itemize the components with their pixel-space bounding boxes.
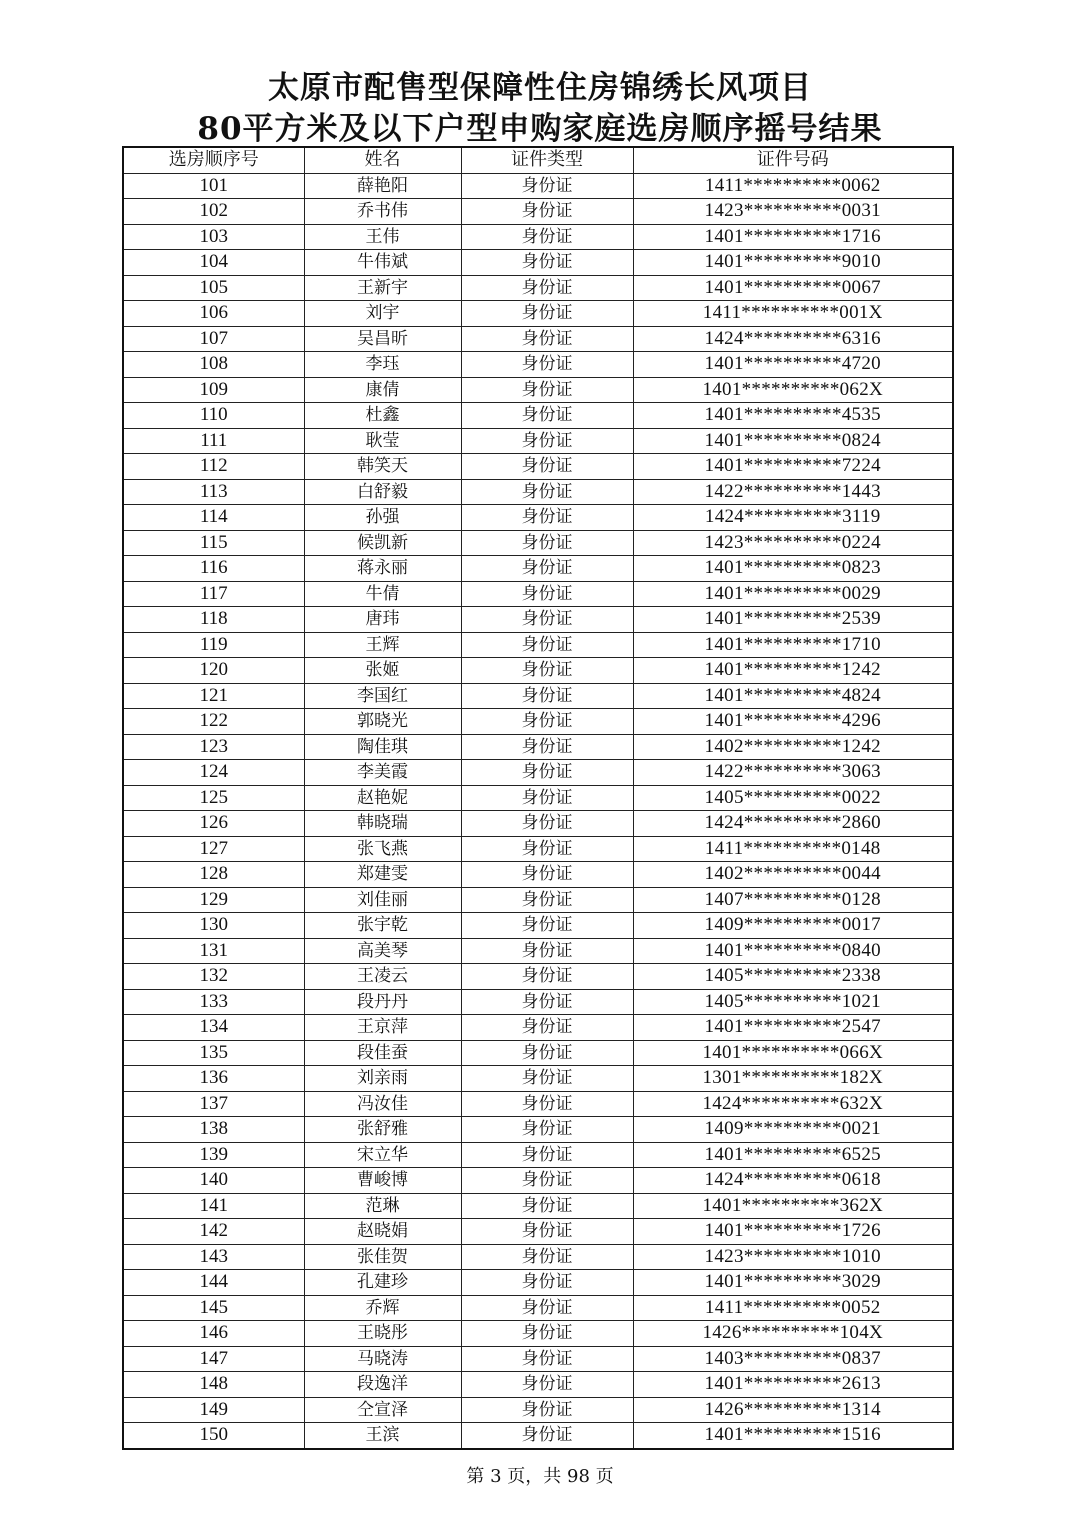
cell-id-type: 身份证 <box>461 428 633 454</box>
cell-id-type: 身份证 <box>461 1244 633 1270</box>
table-row <box>123 1193 953 1219</box>
cell-id-number: 1424**********3119 <box>633 505 953 531</box>
cell-id-number: 1409**********0017 <box>633 913 953 939</box>
cell-order-number: 102 <box>123 199 304 225</box>
table-row <box>123 250 953 276</box>
cell-order-number: 130 <box>123 913 304 939</box>
table-row <box>123 1372 953 1398</box>
cell-name: 吴昌昕 <box>304 326 461 352</box>
cell-id-number: 1405**********1021 <box>633 989 953 1015</box>
cell-id-number: 1402**********0044 <box>633 862 953 888</box>
table-row <box>123 326 953 352</box>
cell-name: 高美琴 <box>304 938 461 964</box>
cell-name: 韩笑天 <box>304 454 461 480</box>
cell-name: 张飞燕 <box>304 836 461 862</box>
header-id-type: 证件类型 <box>461 147 633 173</box>
cell-id-number: 1402**********1242 <box>633 734 953 760</box>
cell-order-number: 128 <box>123 862 304 888</box>
cell-name: 张舒雅 <box>304 1117 461 1143</box>
table-row <box>123 301 953 327</box>
cell-id-type: 身份证 <box>461 683 633 709</box>
cell-order-number: 122 <box>123 709 304 735</box>
table-row <box>123 581 953 607</box>
cell-name: 赵晓娟 <box>304 1219 461 1245</box>
cell-id-number: 1401**********6525 <box>633 1142 953 1168</box>
cell-order-number: 126 <box>123 811 304 837</box>
cell-id-number: 1426**********104X <box>633 1321 953 1347</box>
cell-id-type: 身份证 <box>461 199 633 225</box>
table-row <box>123 862 953 888</box>
table-row <box>123 173 953 199</box>
table-row <box>123 530 953 556</box>
cell-order-number: 105 <box>123 275 304 301</box>
cell-id-type: 身份证 <box>461 811 633 837</box>
table-row <box>123 683 953 709</box>
table-row <box>123 1040 953 1066</box>
cell-name: 李国红 <box>304 683 461 709</box>
cell-id-number: 1401**********066X <box>633 1040 953 1066</box>
cell-order-number: 133 <box>123 989 304 1015</box>
cell-order-number: 108 <box>123 352 304 378</box>
cell-id-type: 身份证 <box>461 1142 633 1168</box>
cell-order-number: 125 <box>123 785 304 811</box>
cell-id-number: 1422**********1443 <box>633 479 953 505</box>
header-id-number: 证件号码 <box>633 147 953 173</box>
cell-order-number: 140 <box>123 1168 304 1194</box>
cell-name: 张姬 <box>304 658 461 684</box>
cell-name: 唐玮 <box>304 607 461 633</box>
cell-name: 刘佳丽 <box>304 887 461 913</box>
cell-id-type: 身份证 <box>461 275 633 301</box>
cell-id-number: 1422**********3063 <box>633 760 953 786</box>
cell-order-number: 106 <box>123 301 304 327</box>
cell-order-number: 129 <box>123 887 304 913</box>
table-row <box>123 1295 953 1321</box>
cell-id-type: 身份证 <box>461 1193 633 1219</box>
table-row <box>123 479 953 505</box>
cell-id-number: 1401**********0823 <box>633 556 953 582</box>
table-row <box>123 377 953 403</box>
table-row <box>123 224 953 250</box>
cell-order-number: 134 <box>123 1015 304 1041</box>
cell-id-number: 1423**********1010 <box>633 1244 953 1270</box>
cell-id-type: 身份证 <box>461 862 633 888</box>
table-row <box>123 199 953 225</box>
cell-name: 陶佳琪 <box>304 734 461 760</box>
cell-name: 王晓彤 <box>304 1321 461 1347</box>
cell-name: 郭晓光 <box>304 709 461 735</box>
table-row <box>123 734 953 760</box>
cell-name: 薛艳阳 <box>304 173 461 199</box>
table-row <box>123 1066 953 1092</box>
cell-name: 候凯新 <box>304 530 461 556</box>
cell-name: 张宇乾 <box>304 913 461 939</box>
cell-name: 王伟 <box>304 224 461 250</box>
cell-order-number: 146 <box>123 1321 304 1347</box>
cell-order-number: 123 <box>123 734 304 760</box>
cell-id-number: 1301**********182X <box>633 1066 953 1092</box>
cell-name: 孙强 <box>304 505 461 531</box>
cell-name: 白舒毅 <box>304 479 461 505</box>
cell-id-number: 1401**********0840 <box>633 938 953 964</box>
cell-order-number: 139 <box>123 1142 304 1168</box>
cell-name: 乔书伟 <box>304 199 461 225</box>
cell-order-number: 138 <box>123 1117 304 1143</box>
cell-id-type: 身份证 <box>461 224 633 250</box>
cell-order-number: 148 <box>123 1372 304 1398</box>
cell-order-number: 111 <box>123 428 304 454</box>
cell-order-number: 104 <box>123 250 304 276</box>
cell-id-type: 身份证 <box>461 887 633 913</box>
cell-id-type: 身份证 <box>461 479 633 505</box>
table-row <box>123 836 953 862</box>
cell-order-number: 101 <box>123 173 304 199</box>
cell-id-type: 身份证 <box>461 403 633 429</box>
cell-id-number: 1411**********001X <box>633 301 953 327</box>
cell-name: 张佳贺 <box>304 1244 461 1270</box>
table-row <box>123 607 953 633</box>
cell-name: 杜鑫 <box>304 403 461 429</box>
cell-name: 郑建雯 <box>304 862 461 888</box>
cell-name: 范琳 <box>304 1193 461 1219</box>
cell-name: 刘宇 <box>304 301 461 327</box>
cell-id-type: 身份证 <box>461 785 633 811</box>
cell-id-type: 身份证 <box>461 1321 633 1347</box>
cell-id-number: 1401**********1710 <box>633 632 953 658</box>
cell-id-type: 身份证 <box>461 709 633 735</box>
cell-id-type: 身份证 <box>461 836 633 862</box>
lottery-result-table <box>122 146 954 1450</box>
cell-id-number: 1405**********2338 <box>633 964 953 990</box>
cell-name: 王凌云 <box>304 964 461 990</box>
cell-id-number: 1401**********4720 <box>633 352 953 378</box>
cell-order-number: 118 <box>123 607 304 633</box>
cell-id-type: 身份证 <box>461 352 633 378</box>
cell-order-number: 144 <box>123 1270 304 1296</box>
cell-order-number: 114 <box>123 505 304 531</box>
cell-id-type: 身份证 <box>461 173 633 199</box>
cell-id-type: 身份证 <box>461 607 633 633</box>
cell-id-number: 1424**********632X <box>633 1091 953 1117</box>
table-row <box>123 352 953 378</box>
cell-id-number: 1426**********1314 <box>633 1397 953 1423</box>
cell-order-number: 116 <box>123 556 304 582</box>
table-row <box>123 1091 953 1117</box>
cell-id-number: 1401**********4824 <box>633 683 953 709</box>
cell-id-number: 1401**********9010 <box>633 250 953 276</box>
cell-id-type: 身份证 <box>461 530 633 556</box>
cell-id-type: 身份证 <box>461 658 633 684</box>
cell-id-type: 身份证 <box>461 1168 633 1194</box>
cell-id-type: 身份证 <box>461 1066 633 1092</box>
table-row <box>123 1117 953 1143</box>
table-row <box>123 505 953 531</box>
cell-name: 段丹丹 <box>304 989 461 1015</box>
cell-id-type: 身份证 <box>461 1423 633 1449</box>
cell-order-number: 136 <box>123 1066 304 1092</box>
cell-id-number: 1405**********0022 <box>633 785 953 811</box>
cell-order-number: 110 <box>123 403 304 429</box>
cell-id-type: 身份证 <box>461 760 633 786</box>
cell-order-number: 137 <box>123 1091 304 1117</box>
cell-id-number: 1401**********2539 <box>633 607 953 633</box>
cell-order-number: 131 <box>123 938 304 964</box>
cell-name: 王京萍 <box>304 1015 461 1041</box>
table-row <box>123 454 953 480</box>
cell-id-number: 1401**********2547 <box>633 1015 953 1041</box>
cell-name: 段佳蚕 <box>304 1040 461 1066</box>
cell-order-number: 142 <box>123 1219 304 1245</box>
cell-name: 王滨 <box>304 1423 461 1449</box>
table-row <box>123 1142 953 1168</box>
cell-id-type: 身份证 <box>461 632 633 658</box>
table-row <box>123 428 953 454</box>
cell-order-number: 107 <box>123 326 304 352</box>
table-row <box>123 556 953 582</box>
cell-order-number: 132 <box>123 964 304 990</box>
cell-name: 牛伟斌 <box>304 250 461 276</box>
cell-order-number: 112 <box>123 454 304 480</box>
table-row <box>123 1423 953 1449</box>
cell-order-number: 149 <box>123 1397 304 1423</box>
cell-id-number: 1411**********0052 <box>633 1295 953 1321</box>
cell-id-type: 身份证 <box>461 301 633 327</box>
table-row <box>123 913 953 939</box>
document-title-line1: 太原市配售型保障性住房锦绣长风项目 <box>268 70 812 106</box>
table-row <box>123 760 953 786</box>
cell-name: 孔建珍 <box>304 1270 461 1296</box>
cell-name: 康倩 <box>304 377 461 403</box>
cell-id-number: 1401**********7224 <box>633 454 953 480</box>
cell-id-number: 1401**********1516 <box>633 1423 953 1449</box>
cell-id-number: 1401**********362X <box>633 1193 953 1219</box>
cell-order-number: 143 <box>123 1244 304 1270</box>
cell-id-number: 1401**********0824 <box>633 428 953 454</box>
cell-name: 李美霞 <box>304 760 461 786</box>
cell-order-number: 145 <box>123 1295 304 1321</box>
document-title-line2: 80平方米及以下户型申购家庭选房顺序摇号结果 <box>197 111 883 147</box>
header-order-number: 选房顺序号 <box>123 147 304 173</box>
cell-id-number: 1403**********0837 <box>633 1346 953 1372</box>
cell-id-type: 身份证 <box>461 964 633 990</box>
cell-order-number: 127 <box>123 836 304 862</box>
cell-id-number: 1401**********2613 <box>633 1372 953 1398</box>
table-row <box>123 709 953 735</box>
cell-id-number: 1424**********6316 <box>633 326 953 352</box>
cell-id-number: 1401**********4296 <box>633 709 953 735</box>
cell-name: 冯汝佳 <box>304 1091 461 1117</box>
header-name: 姓名 <box>304 147 461 173</box>
cell-id-number: 1411**********0148 <box>633 836 953 862</box>
cell-order-number: 121 <box>123 683 304 709</box>
table-row <box>123 403 953 429</box>
cell-order-number: 147 <box>123 1346 304 1372</box>
cell-id-number: 1424**********2860 <box>633 811 953 837</box>
cell-id-type: 身份证 <box>461 326 633 352</box>
cell-id-type: 身份证 <box>461 505 633 531</box>
cell-name: 王辉 <box>304 632 461 658</box>
table-row <box>123 1168 953 1194</box>
cell-id-type: 身份证 <box>461 1372 633 1398</box>
cell-id-type: 身份证 <box>461 1219 633 1245</box>
page-footer: 第 3 页，共 98 页 <box>466 1466 614 1487</box>
cell-name: 牛倩 <box>304 581 461 607</box>
cell-name: 刘亲雨 <box>304 1066 461 1092</box>
cell-name: 赵艳妮 <box>304 785 461 811</box>
cell-order-number: 150 <box>123 1423 304 1449</box>
table-row <box>123 964 953 990</box>
cell-id-type: 身份证 <box>461 1346 633 1372</box>
cell-id-type: 身份证 <box>461 989 633 1015</box>
cell-id-number: 1423**********0224 <box>633 530 953 556</box>
cell-name: 蒋永丽 <box>304 556 461 582</box>
cell-id-type: 身份证 <box>461 581 633 607</box>
cell-order-number: 115 <box>123 530 304 556</box>
cell-name: 曹峻博 <box>304 1168 461 1194</box>
cell-id-type: 身份证 <box>461 734 633 760</box>
table-row <box>123 785 953 811</box>
table-row <box>123 887 953 913</box>
cell-name: 宋立华 <box>304 1142 461 1168</box>
table-row <box>123 658 953 684</box>
cell-id-number: 1424**********0618 <box>633 1168 953 1194</box>
cell-name: 仝宣泽 <box>304 1397 461 1423</box>
table-row <box>123 1244 953 1270</box>
cell-id-type: 身份证 <box>461 1040 633 1066</box>
cell-name: 段逸洋 <box>304 1372 461 1398</box>
table-row <box>123 811 953 837</box>
cell-order-number: 120 <box>123 658 304 684</box>
cell-order-number: 119 <box>123 632 304 658</box>
cell-id-type: 身份证 <box>461 1015 633 1041</box>
cell-id-type: 身份证 <box>461 1270 633 1296</box>
table-row <box>123 632 953 658</box>
cell-order-number: 113 <box>123 479 304 505</box>
cell-id-type: 身份证 <box>461 556 633 582</box>
table-header-row <box>123 147 953 173</box>
cell-name: 韩晓瑞 <box>304 811 461 837</box>
cell-id-number: 1409**********0021 <box>633 1117 953 1143</box>
cell-id-type: 身份证 <box>461 913 633 939</box>
cell-order-number: 124 <box>123 760 304 786</box>
cell-id-number: 1401**********3029 <box>633 1270 953 1296</box>
cell-name: 王新宇 <box>304 275 461 301</box>
cell-order-number: 117 <box>123 581 304 607</box>
table-row <box>123 1270 953 1296</box>
cell-order-number: 109 <box>123 377 304 403</box>
cell-name: 耿莹 <box>304 428 461 454</box>
cell-id-number: 1401**********1716 <box>633 224 953 250</box>
cell-id-type: 身份证 <box>461 250 633 276</box>
cell-id-type: 身份证 <box>461 1117 633 1143</box>
table-row <box>123 989 953 1015</box>
table-row <box>123 1219 953 1245</box>
cell-id-number: 1401**********062X <box>633 377 953 403</box>
cell-id-type: 身份证 <box>461 1091 633 1117</box>
cell-name: 李珏 <box>304 352 461 378</box>
cell-id-number: 1401**********1726 <box>633 1219 953 1245</box>
table-row <box>123 275 953 301</box>
cell-id-type: 身份证 <box>461 1295 633 1321</box>
cell-id-number: 1411**********0062 <box>633 173 953 199</box>
cell-id-number: 1401**********4535 <box>633 403 953 429</box>
cell-id-number: 1401**********0029 <box>633 581 953 607</box>
cell-id-number: 1401**********1242 <box>633 658 953 684</box>
table-row <box>123 1321 953 1347</box>
cell-id-number: 1423**********0031 <box>633 199 953 225</box>
table-row <box>123 1397 953 1423</box>
cell-order-number: 141 <box>123 1193 304 1219</box>
cell-name: 乔辉 <box>304 1295 461 1321</box>
cell-id-number: 1407**********0128 <box>633 887 953 913</box>
cell-order-number: 135 <box>123 1040 304 1066</box>
cell-name: 马晓涛 <box>304 1346 461 1372</box>
cell-id-number: 1401**********0067 <box>633 275 953 301</box>
table-row <box>123 1015 953 1041</box>
cell-id-type: 身份证 <box>461 938 633 964</box>
cell-id-type: 身份证 <box>461 1397 633 1423</box>
cell-id-type: 身份证 <box>461 454 633 480</box>
cell-id-type: 身份证 <box>461 377 633 403</box>
table-row <box>123 938 953 964</box>
table-row <box>123 1346 953 1372</box>
cell-order-number: 103 <box>123 224 304 250</box>
